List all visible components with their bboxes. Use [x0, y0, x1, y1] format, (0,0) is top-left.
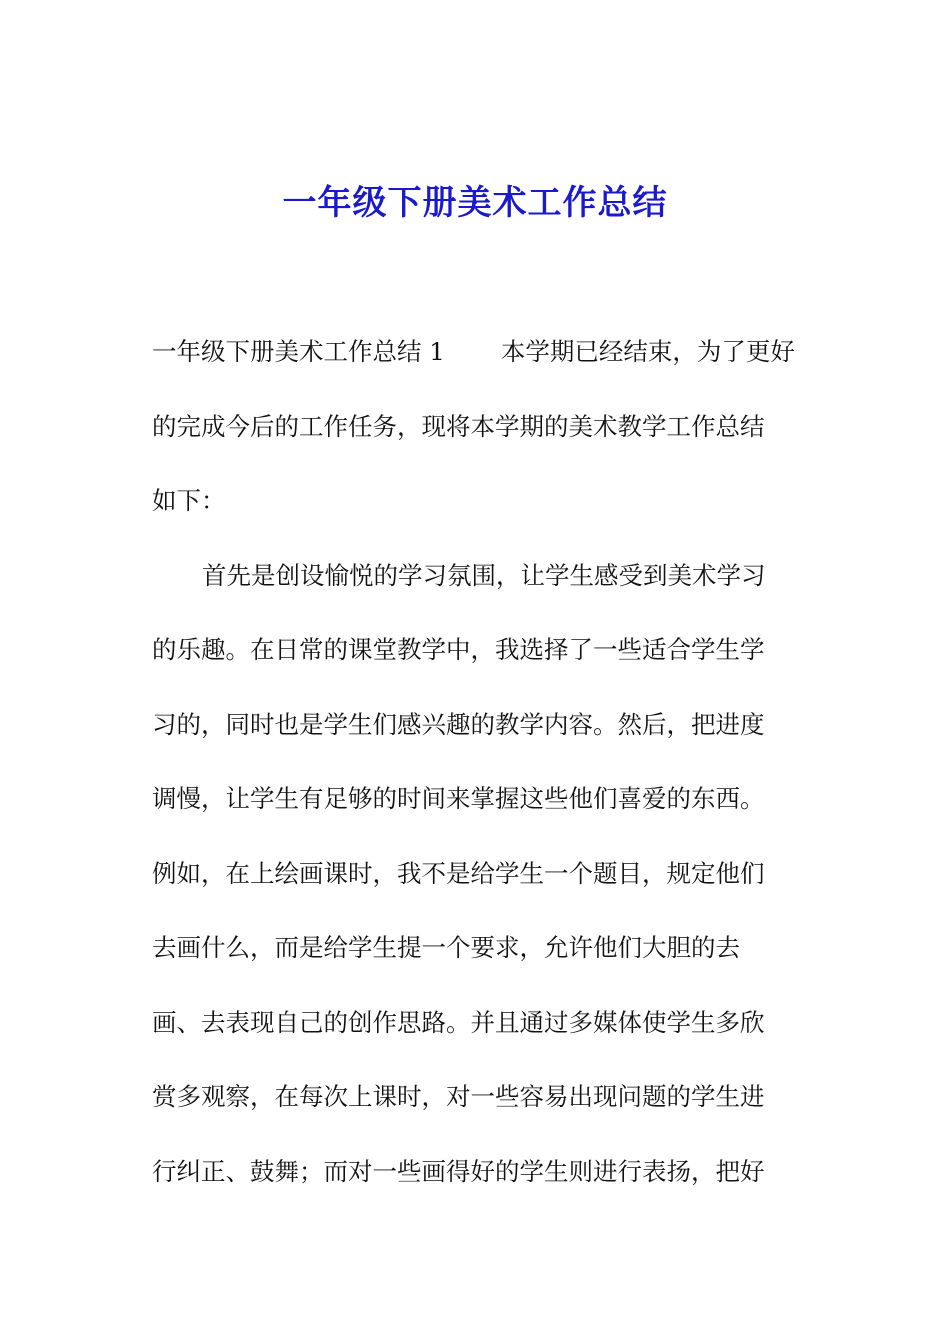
text-line: 习的，同时也是学生们感兴趣的教学内容。然后，把进度: [152, 709, 765, 739]
line-text: 首先是创设愉悦的学习氛围，让学生感受到美术学习: [202, 560, 766, 590]
section-heading: 一年级下册美术工作总结 1: [152, 337, 445, 366]
text-line: 去画什么，而是给学生提一个要求，允许他们大胆的去: [152, 933, 740, 962]
line-text: 本学期已经结束，为了更好: [500, 337, 795, 366]
text-line: 行纠正、鼓舞；而对一些画得好的学生则进行表扬，把好: [152, 1156, 765, 1186]
text-line: 的完成今后的工作任务，现将本学期的美术教学工作总结: [152, 411, 765, 441]
document-title: 一年级下册美术工作总结: [282, 183, 668, 223]
text-line: 例如，在上绘画课时，我不是给学生一个题目，规定他们: [152, 858, 765, 888]
text-line: [152, 552, 812, 627]
text-line: [152, 328, 812, 403]
text-line: 画、去表现自己的创作思路。并且通过多媒体使学生多欣: [152, 1007, 765, 1037]
text-line: 赏多观察，在每次上课时，对一些容易出现问题的学生进: [152, 1082, 765, 1111]
document-body: [152, 328, 812, 1222]
text-line: 如下：: [152, 486, 226, 515]
text-line: 调慢，让学生有足够的时间来掌握这些他们喜爱的东西。: [152, 784, 765, 813]
text-line: 的乐趣。在日常的课堂教学中，我选择了一些适合学生学: [152, 635, 765, 664]
